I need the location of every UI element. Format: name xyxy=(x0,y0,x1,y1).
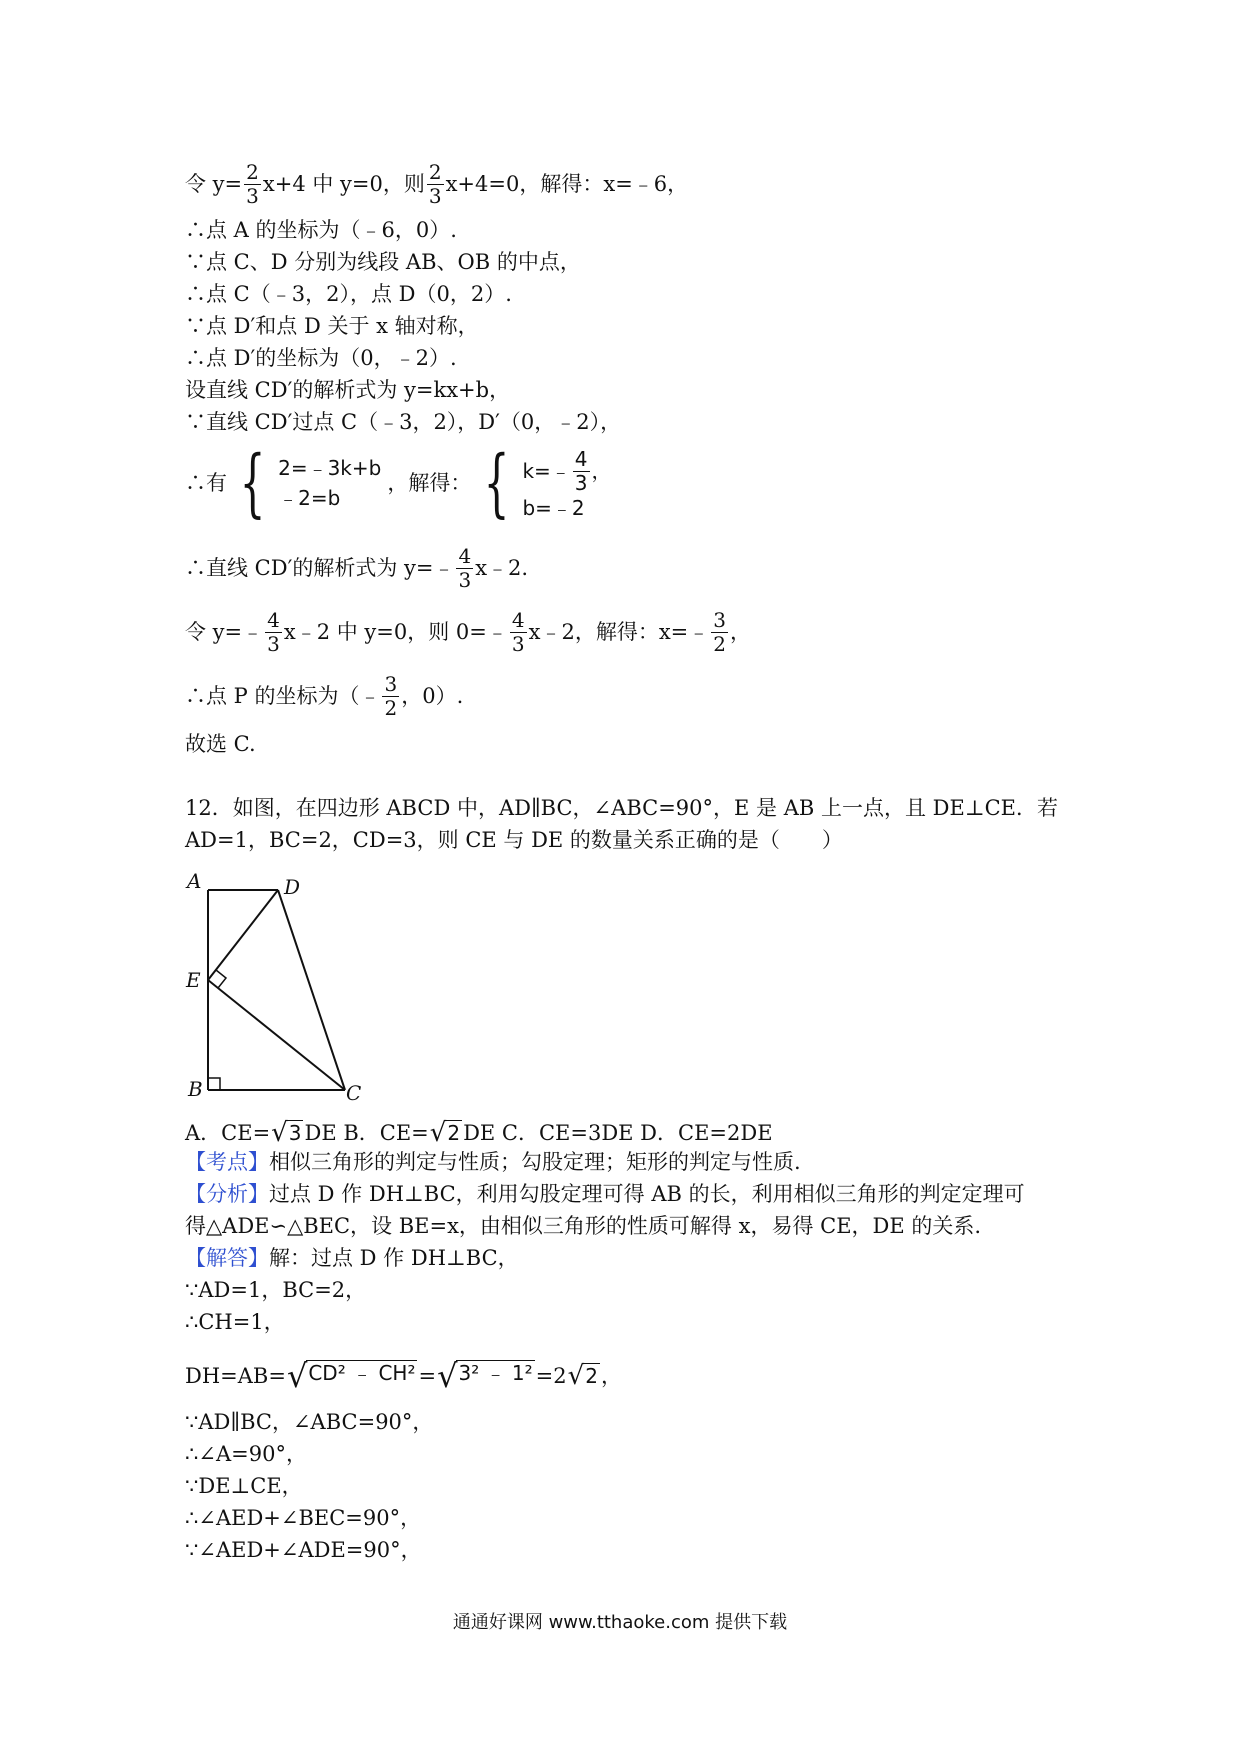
jieda-line: 【解答】 解：过点 D 作 DH⊥BC， xyxy=(185,1246,519,1270)
fraction: $\frac{2}{3}$ xyxy=(428,159,442,208)
solution-line-12 xyxy=(185,672,463,720)
left-brace: { xyxy=(239,440,266,526)
solution-step-3: DH=AB= √ CD² ﹣ CH² = √ 3² ﹣ 1² =2 √ 2 ， xyxy=(185,1357,622,1395)
solution-step-4: ∵AD∥BC，∠ABC=90°， xyxy=(185,1410,434,1434)
geometry-figure xyxy=(180,872,380,1108)
text: x+4=0，解得：x=﹣6， xyxy=(445,171,689,196)
solution-line-9 xyxy=(185,440,618,526)
kaodian-line: 【考点】 相似三角形的判定与性质；勾股定理；矩形的判定与性质. xyxy=(185,1150,801,1174)
fenxi-line-1: 【分析】 过点 D 作 DH⊥BC，利用勾股定理可得 AB 的长，利用相似三角形的判定定理可 xyxy=(185,1182,1025,1206)
sqrt: √ 3² ﹣ 1² xyxy=(437,1357,533,1395)
solution-line-1 xyxy=(185,160,688,208)
text: ， xyxy=(730,619,752,644)
solution-line-5: ∵点 D′和点 D 关于 x 轴对称， xyxy=(185,314,479,338)
equation-system-2: k=﹣ $\frac{4}{3}$ ， b=﹣2 xyxy=(522,446,612,520)
text: ∴有 xyxy=(185,470,227,495)
text: 令 y= xyxy=(185,171,243,196)
equation-system-1: 2=﹣3k+b ﹣2=b xyxy=(278,456,382,510)
sqrt: √ 2 xyxy=(429,1118,461,1148)
answer-options: A．CE= √ 3 DE B．CE= √ 2 DE C．CE=3DE D．CE=2DE xyxy=(185,1118,773,1148)
text: ∴点 P 的坐标为（﹣ xyxy=(185,683,381,708)
solution-step-7: ∴∠AED+∠BEC=90°， xyxy=(185,1506,422,1530)
solution-line-11 xyxy=(185,608,751,656)
fraction: $\frac{4}{3}$ xyxy=(458,543,472,592)
label-d: D xyxy=(284,875,301,899)
fenxi-line-2: 得△ADE∽△BEC，设 BE=x，由相似三角形的性质可解得 x，易得 CE，DE 的关系. xyxy=(185,1214,982,1238)
fraction: $\frac{3}{2}$ xyxy=(713,607,727,656)
solution-step-6: ∵DE⊥CE， xyxy=(185,1474,303,1498)
label-c: C xyxy=(346,1081,362,1105)
jieda-tag: 【解答】 xyxy=(185,1246,269,1270)
text: x+4 中 y=0，则 xyxy=(262,171,425,196)
fraction: $\frac{4}{3}$ xyxy=(267,607,280,656)
solution-line-3: ∵点 C、D 分别为线段 AB、OB 的中点， xyxy=(185,250,581,274)
fraction: $\frac{4}{3}$ xyxy=(511,607,525,656)
solution-line-4: ∴点 C（﹣3，2），点 D（0，2）. xyxy=(185,282,512,306)
solution-line-6: ∴点 D′的坐标为（0，﹣2）. xyxy=(185,346,457,370)
question-12-line-2: AD=1，BC=2，CD=3，则 CE 与 DE 的数量关系正确的是（ ） xyxy=(185,828,843,852)
text: x﹣2 中 y=0，则 0=﹣ xyxy=(283,619,508,644)
right-angle-mark-e xyxy=(216,970,226,988)
fenxi-tag: 【分析】 xyxy=(185,1182,269,1206)
solution-step-5: ∴∠A=90°， xyxy=(185,1442,307,1466)
segment-ec xyxy=(208,980,345,1090)
sqrt: √ CD² ﹣ CH² xyxy=(286,1357,416,1395)
text: 令 y=﹣ xyxy=(185,619,264,644)
page-footer: 通通好课网 www.tthaoke.com 提供下载 xyxy=(452,1612,788,1633)
solution-line-8: ∵直线 CD′过点 C（﹣3，2），D′（0，﹣2）， xyxy=(185,410,622,434)
solution-line-10 xyxy=(185,544,528,592)
kaodian-tag: 【考点】 xyxy=(185,1150,269,1174)
solution-step-2: ∴CH=1， xyxy=(185,1310,285,1334)
label-b: B xyxy=(188,1077,203,1101)
label-a: A xyxy=(187,872,202,893)
segment-dc xyxy=(278,890,345,1090)
segment-ed xyxy=(208,890,278,980)
text: ，0）. xyxy=(401,683,464,708)
text: x﹣2. xyxy=(475,555,529,580)
right-angle-mark-b xyxy=(208,1078,220,1090)
sqrt: √ 3 xyxy=(271,1118,302,1148)
text: ∴直线 CD′的解析式为 y=﹣ xyxy=(185,555,455,580)
solution-step-8: ∵∠AED+∠ADE=90°， xyxy=(185,1538,422,1562)
text: ，解得： xyxy=(387,470,472,495)
left-brace: { xyxy=(483,440,510,526)
solution-step-1: ∵AD=1，BC=2， xyxy=(185,1278,367,1302)
fraction: $\frac{3}{2}$ xyxy=(384,671,398,720)
question-12-line-1: 12．如图，在四边形 ABCD 中，AD∥BC，∠ABC=90°，E 是 AB 上一点，且 DE⊥CE．若 xyxy=(185,796,1058,820)
text: x﹣2，解得：x=﹣ xyxy=(528,619,710,644)
solution-line-7: 设直线 CD′的解析式为 y=kx+b， xyxy=(185,378,511,402)
sqrt: √ 2 xyxy=(567,1361,598,1391)
fraction: $\frac{2}{3}$ xyxy=(246,159,259,208)
solution-line-2: ∴点 A 的坐标为（﹣6，0）. xyxy=(185,218,457,242)
label-e: E xyxy=(186,968,201,992)
solution-line-13: 故选 C. xyxy=(185,732,256,756)
